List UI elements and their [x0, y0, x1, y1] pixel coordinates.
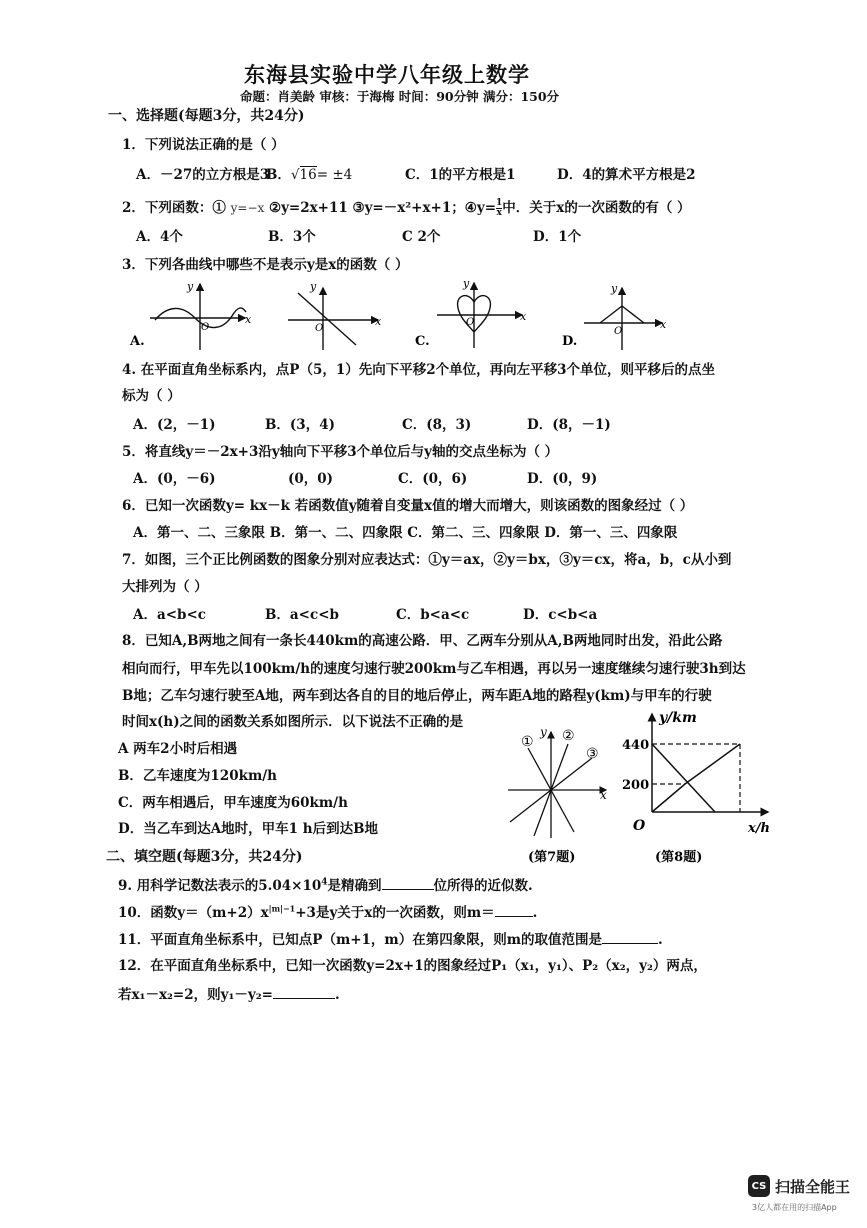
q10-answer-blank[interactable] [495, 904, 533, 917]
q8-option-b: B．乙车速度为120km/h [118, 768, 277, 784]
q12-answer-blank[interactable] [273, 986, 335, 999]
q2-function-1: y=−x [230, 201, 265, 215]
q2-option-c: C 2个 [402, 229, 441, 245]
q2-option-b: B．3个 [268, 229, 316, 245]
q11 [118, 931, 663, 948]
q3-graph-b-x: x [375, 315, 382, 328]
q4-option-d: D．(8，－1) [527, 417, 611, 433]
q10 [118, 904, 537, 921]
q3-graph-c-y: y [463, 277, 470, 290]
q1-option-b-rest: = ±4 [316, 167, 353, 183]
q5-option-a: A．(0，－6) [133, 471, 216, 487]
q1-stem: 1．下列说法正确的是（ ） [122, 137, 285, 153]
q12-part-a: 若x₁－x₂=2，则y₁－y₂= [118, 987, 273, 1003]
q4-stem-line2: 标为（ ） [122, 388, 181, 404]
q7-option-b: B．a<c<b [265, 607, 339, 623]
q2-stem-part3: 中．关于x的一次函数的有（ ） [502, 200, 691, 216]
q3-graph-a-y: y [187, 280, 194, 293]
q7-option-c: C．b<a<c [396, 607, 470, 623]
q8-stem-line1: 8．已知A,B两地之间有一条长440km的高速公路．甲、乙两车分别从A,B两地同时出发，沿此公路 [122, 633, 723, 649]
q1-option-b-label: B． [266, 167, 291, 183]
q9-part-c: 位所得的近似数. [433, 878, 533, 894]
q8-stem-line2: 相向而行，甲车先以100km/h的速度匀速行驶200km与乙车相遇，再以另一速度继续匀速行驶3h到达 [122, 661, 746, 677]
q2-fraction-den: x [496, 208, 502, 218]
fig8-origin: O [633, 818, 646, 834]
q2-stem-part1: 2．下列函数：① [122, 200, 226, 216]
camscanner-tagline: 3亿人都在用的扫描App [752, 1203, 837, 1212]
fig7-axis-x: x [600, 788, 607, 802]
q4-option-c: C．(8，3) [402, 417, 472, 433]
camscanner-brand: 扫描全能王 [775, 1178, 851, 1196]
q12-line2 [118, 986, 340, 1003]
q1-option-b-radicand: 16 [299, 167, 317, 183]
fig8-caption: (第8题) [655, 850, 703, 865]
q3-label-d: D. [562, 334, 578, 349]
q4-option-b: B．(3，4) [265, 417, 335, 433]
q3-graph-d-y: y [611, 282, 618, 295]
q10-part-b: +3是y关于x的一次函数，则m＝ [295, 905, 495, 921]
q9-answer-blank[interactable] [382, 877, 434, 890]
q1-option-c: C．1的平方根是1 [405, 167, 516, 183]
q3-graph-b-origin: O [315, 323, 324, 334]
exam-meta: 命题：肖美龄 审核：于海梅 时间：90分钟 满分：150分 [240, 89, 560, 104]
fig8-line-car-yi [652, 744, 715, 812]
q3-graph-a-x: x [245, 313, 252, 326]
q5-option-b: (0，0) [288, 471, 334, 487]
q2-option-a: A．4个 [136, 229, 183, 245]
q2-option-d: D．1个 [533, 229, 582, 245]
fig7-marker-3: ③ [586, 746, 599, 762]
q11-part-c: . [658, 932, 663, 948]
exam-title: 东海县实验中学八年级上数学 [244, 62, 530, 87]
q12-line1: 12．在平面直角坐标系中，已知一次函数y=2x+1的图象经过P₁（x₁，y₁）、P₂（x₂，y₂）两点， [118, 958, 707, 974]
q8-stem-line3: B地；乙车匀速行驶至A地，两车到达各自的目的地后停止，两车距A地的路程y(km)与甲车的行驶 [122, 688, 712, 704]
q1-option-d: D．4的算术平方根是2 [557, 167, 696, 183]
fig8-tick-200: 200 [622, 778, 650, 793]
q6-options: A．第一、二、三象限 B．第一、二、四象限 C．第二、三、四象限 D．第一、三、四象限 [133, 525, 678, 541]
q7-stem-line2: 大排列为（ ） [122, 579, 208, 595]
q3-graph-d-x: x [660, 318, 667, 331]
q3-graph-b-y: y [310, 280, 317, 293]
section1-heading: 一、选择题(每题3分，共24分) [108, 108, 305, 124]
q2-stem-part2: ②y=2x+11 ③y=－x²+x+1；④y= [268, 200, 497, 216]
q4-option-a: A．(2，－1) [133, 417, 216, 433]
q10-exponent: |m|−1 [268, 903, 296, 914]
q3-label-c: C. [415, 334, 430, 349]
q8-option-d: D．当乙车到达A地时，甲车1 h后到达B地 [118, 821, 378, 837]
q8-option-a: A 两车2小时后相遇 [118, 741, 238, 757]
q11-part-a: 11．平面直角坐标系中，已知点P（m+1，m）在第四象限，则m的取值范围是 [118, 932, 602, 948]
q11-answer-blank[interactable] [602, 931, 658, 944]
q7-option-a: A．a<b<c [133, 607, 207, 623]
q3-graph-c-origin: O [466, 317, 475, 328]
fig7-caption: (第7题) [528, 850, 576, 865]
q3-graph-c-x: x [520, 310, 527, 323]
q3-stem: 3．下列各曲线中哪些不是表示y是x的函数（ ） [122, 257, 409, 273]
q7-stem-line1: 7．如图，三个正比例函数的图象分别对应表达式：①y＝ax，②y＝bx，③y＝cx，将a，b，c从小到 [122, 552, 732, 568]
q12-part-c: . [334, 987, 340, 1003]
camscanner-logo: CS [748, 1175, 770, 1197]
fig8-axis-y: y/km [659, 710, 697, 726]
q9-exponent: 4 [321, 877, 328, 888]
q9-part-b: 是精确到 [327, 878, 382, 894]
q5-option-c: C．(0，6) [398, 471, 468, 487]
section2-heading: 二、填空题(每题3分，共24分) [106, 849, 303, 865]
q10-part-a: 10．函数y＝（m+2）x [118, 905, 269, 921]
q3-graph-d-origin: O [614, 326, 623, 337]
fig7-marker-1: ① [521, 734, 534, 750]
q6-stem: 6．已知一次函数y= kx－k 若函数值y随着自变量x值的增大而增大，则该函数的图象经过（ ） [122, 498, 694, 514]
q9-part-a: 9. 用科学记数法表示的5.04×10 [118, 878, 322, 894]
fig7-axis-y: y [540, 725, 547, 739]
fig8-graph [652, 714, 768, 812]
q1-option-a: A．－27的立方根是3 [136, 167, 270, 183]
q4-stem-line1: 4. 在平面直角坐标系内，点P（5，1）先向下平移2个单位，再向左平移3个单位，则平移后的点坐 [122, 362, 716, 378]
q7-option-d: D．c<b<a [523, 607, 598, 623]
q10-part-c: . [532, 905, 538, 921]
q3-label-a: A. [130, 334, 145, 349]
q9 [118, 877, 533, 894]
fig7-marker-2: ② [562, 728, 575, 744]
fig8-line-car-jia [652, 744, 740, 812]
q8-stem-line4: 时间x(h)之间的函数关系如图所示．以下说法不正确的是 [122, 714, 464, 730]
q3-graph-a-origin: O [201, 322, 210, 333]
q5-stem: 5．将直线y＝－2x+3沿y轴向下平移3个单位后与y轴的交点坐标为（ ） [122, 444, 559, 460]
fig8-tick-440: 440 [622, 738, 650, 753]
q5-option-d: D．(0，9) [527, 471, 598, 487]
sqrt-sign-icon: √ [290, 167, 300, 183]
q2-fraction-num: 1 [496, 198, 503, 208]
fig8-axis-x: x/h [748, 821, 770, 836]
q8-option-c: C．两车相遇后，甲车速度为60km/h [118, 795, 348, 811]
